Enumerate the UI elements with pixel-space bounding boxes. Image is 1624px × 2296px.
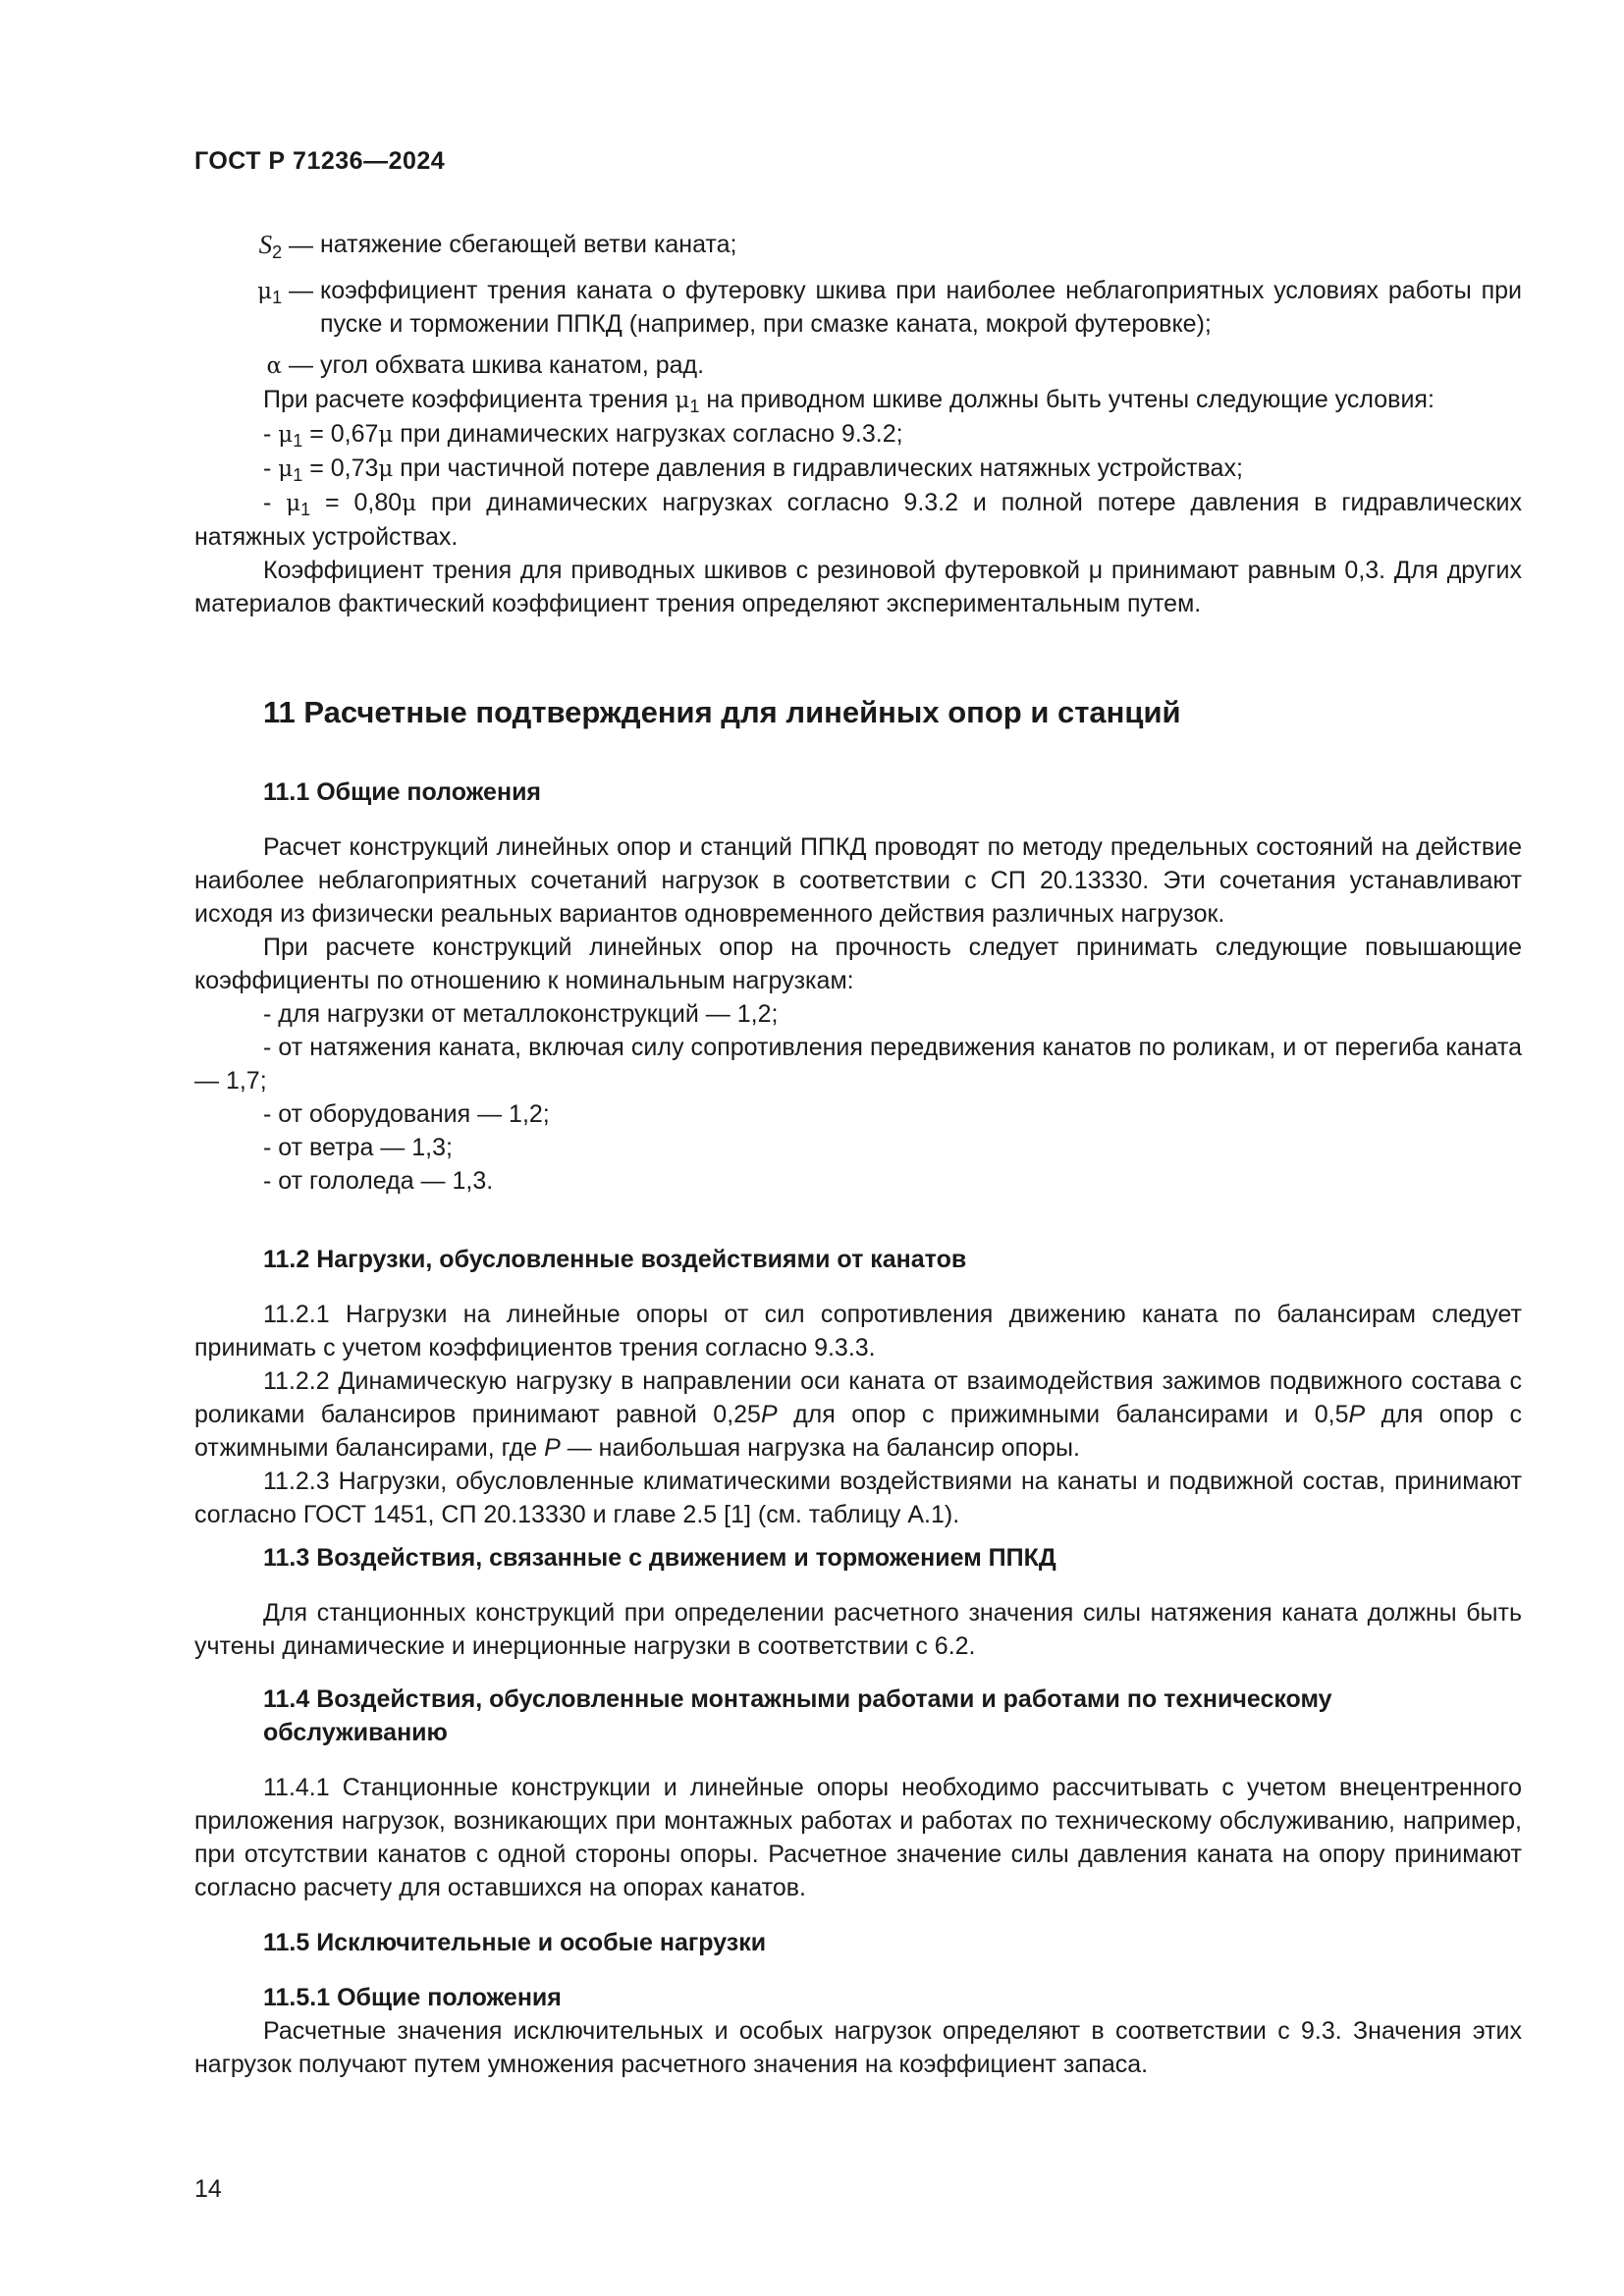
definition-dash: — [282,277,314,304]
list-item: - от натяжения каната, включая силу сопротивления передвижения канатов по роликам, и от перегиба каната — 1,7; [194,1034,1522,1095]
list-item: - от оборудования — 1,2; [263,1100,550,1128]
section-11-3-title: 11.3 Воздействия, связанные с движением и торможением ППКД [263,1544,1056,1572]
definition-text: угол обхвата шкива канатом, рад. [320,351,705,379]
paragraph: При расчете конструкций линейных опор на прочность следует принимать следующие повышающие коэффициенты по отношению к номинальным нагрузкам: [194,934,1522,994]
section-11-5-1-title: 11.5.1 Общие положения [263,1984,562,2011]
definition-dash: — [282,232,314,259]
friction-block [194,383,1522,620]
definition-item [194,228,1522,262]
section-11-1 [194,775,1522,1198]
paragraph: Для станционных конструкций при определении расчетного значения силы натяжения каната должны быть учтены динамические и инерционные нагрузки в соответствии с 6.2. [194,1599,1522,1660]
definition-text: натяжение сбегающей ветви каната; [320,231,737,258]
section-11-1-title: 11.1 Общие положения [263,778,542,806]
section-11-5-title: 11.5 Исключительные и особые нагрузки [263,1929,767,1956]
paragraph: 11.2.2 Динамическую нагрузку в направлении оси каната от взаимодействия зажимов подвижного состава с роликами балансиров принимают равной 0,25P для опор с прижимными балансирами и 0,5P для опор с отжимными балансирами, где P — наибольшая нагрузка на балансир опоры. [194,1367,1522,1462]
definition-subscript: 2 [272,242,283,262]
definition-symbol: α [266,353,283,379]
section-11-5 [194,1926,1522,2081]
paragraph: Расчетные значения исключительных и особых нагрузок определяют в соответствии с 9.3. Значения этих нагрузок получают путем умножения расчетного значения на коэффициент запаса. [194,2017,1522,2078]
friction-intro: При расчете коэффициента трения $\mu_1$ на приводном шкиве должны быть учтены следующие условия: [263,386,1435,416]
section-11-heading-wrap [194,693,1522,732]
paragraph: 11.4.1 Станционные конструкции и линейные опоры необходимо рассчитывать с учетом внецентренного приложения нагрузок, возникающих при монтажных работах и работах по техническому обслуживанию, например, при отсутствии канатов с одной стороны опоры. Расчетное значение силы давления каната на опору принимают согласно расчету для оставшихся на опорах канатов. [194,1774,1522,1901]
section-11-4-title: 11.4 Воздействия, обусловленные монтажными работами и работами по техническому обслуживанию [263,1685,1332,1746]
page-number: 14 [194,2175,222,2203]
definition-text: коэффициент трения каната о футеровку шкива при наиболее неблагоприятных условиях работы при пуске и торможении ППКД (например, при смазке каната, мокрой футеровке); [320,277,1522,338]
mu-symbol: μ [675,388,690,413]
definitions-list [194,228,1522,383]
definition-item [194,274,1522,341]
definition-item [194,348,1522,383]
paragraph: 11.2.3 Нагрузки, обусловленные климатическими воздействиями на канаты и подвижной состав, принимают согласно ГОСТ 1451, СП 20.13330 и главе 2.5 [1] (см. таблицу А.1). [194,1468,1522,1528]
list-item: - от гололеда — 1,3. [263,1167,494,1195]
friction-closing: Коэффициент трения для приводных шкивов с резиновой футеровкой μ принимают равным 0,3. Для других материалов фактический коэффициент трения определяют экспериментальным путем. [194,557,1522,617]
list-item: - от ветра — 1,3; [263,1134,453,1161]
definition-dash: — [282,351,314,379]
friction-item: - $\mu_1 = 0,80\mu$ при динамических нагрузках согласно 9.3.2 и полной потере давления в гидравлических натяжных устройствах. [194,489,1522,551]
paragraph: Расчет конструкций линейных опор и станций ППКД проводят по методу предельных состояний на действие наиболее неблагоприятных сочетаний нагрузок в соответствии с СП 20.13330. Эти сочетания устанавливают исходя из физически реальных вариантов одновременного действия различных нагрузок. [194,833,1522,928]
section-11-4 [194,1682,1522,1904]
document-header: ГОСТ Р 71236—2024 [194,147,446,175]
definition-subscript: 1 [272,288,283,307]
section-11-2 [194,1243,1522,1531]
friction-item: - $\mu_1 = 0,73\mu$ при частичной потере давления в гидравлических натяжных устройствах; [263,454,1243,485]
definition-symbol: μ [257,279,273,304]
section-11-3 [194,1541,1522,1663]
list-item: - для нагрузки от металлоконструкций — 1,2; [263,1000,779,1028]
definition-symbol: S [258,230,273,259]
paragraph: 11.2.1 Нагрузки на линейные опоры от сил сопротивления движению каната по балансирам следует принимать с учетом коэффициентов трения согласно 9.3.3. [194,1301,1522,1362]
section-11-title: 11 Расчетные подтверждения для линейных опор и станций [263,695,1181,729]
section-11-2-title: 11.2 Нагрузки, обусловленные воздействиями от канатов [263,1246,967,1273]
friction-item: - $\mu_1 = 0,67\mu$ при динамических нагрузках согласно 9.3.2; [263,420,903,451]
